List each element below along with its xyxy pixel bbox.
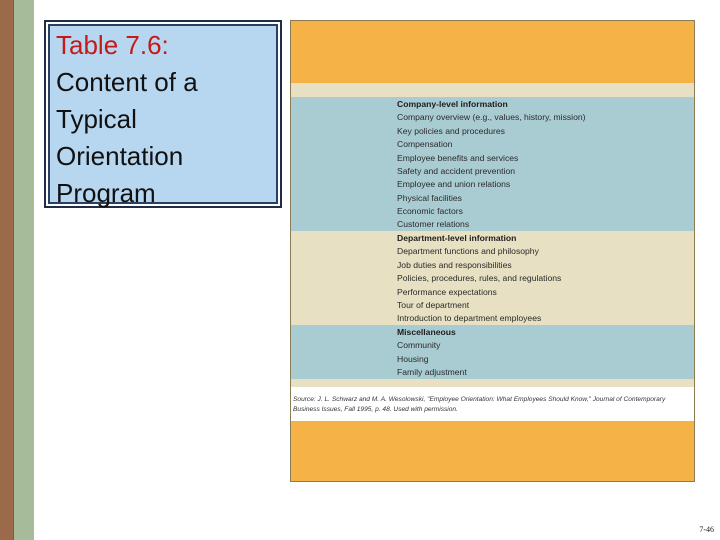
table-row: Job duties and responsibilities (397, 259, 512, 270)
table-row: Community (397, 340, 441, 351)
table-row: Tour of department (397, 300, 470, 310)
title-line: Program (56, 178, 156, 208)
section-header: Company-level information (397, 99, 508, 109)
table-row: Key policies and procedures (397, 125, 505, 136)
left-accent-stripe-green (14, 0, 34, 540)
table-row: Company overview (e.g., values, history, mission) (397, 112, 586, 123)
section-header: Miscellaneous (397, 327, 456, 337)
slide-title-box (44, 20, 282, 208)
table-source-note: Source: J. L. Schwarz and M. A. Wesolowski, "Employee Orientation: What Employees Should Know," Journal of Contemporary Business Issues, Fall 1995, p. 48. Used with permission. (293, 396, 666, 413)
orientation-content-table (290, 20, 695, 482)
table-row: Housing (397, 353, 429, 364)
left-accent-divider (13, 0, 14, 540)
table-row: Safety and accident prevention (397, 166, 516, 176)
table-row: Physical facilities (397, 192, 462, 203)
left-accent-stripe-brown (0, 0, 14, 540)
section-header: Department-level information (397, 233, 517, 243)
table-row: Performance expectations (397, 286, 497, 297)
table-row: Introduction to department employees (397, 312, 542, 323)
page-number: 7-46 (699, 525, 714, 534)
table-row: Employee and union relations (397, 179, 511, 190)
section-company-level (291, 97, 694, 231)
section-miscellaneous (291, 325, 694, 379)
title-line: Orientation (56, 141, 184, 171)
table-row: Compensation (397, 139, 453, 150)
section-department-level (291, 231, 694, 325)
table-row: Family adjustment (397, 366, 467, 377)
table-row: Employee benefits and services (397, 152, 519, 163)
table-top-strip (291, 83, 694, 97)
table-row: Customer relations (397, 219, 470, 230)
title-line: Typical (56, 104, 137, 134)
table-bottom-strip (291, 379, 694, 387)
table-row: Economic factors (397, 206, 463, 217)
title-line-table-number: Table 7.6: (56, 30, 169, 60)
title-line: Content of a (56, 67, 198, 97)
table-header-band (291, 21, 694, 83)
table-footer-band (291, 421, 694, 481)
table-row: Policies, procedures, rules, and regulations (397, 273, 562, 284)
slide-title (56, 27, 198, 212)
table-row: Department functions and philosophy (397, 246, 539, 257)
